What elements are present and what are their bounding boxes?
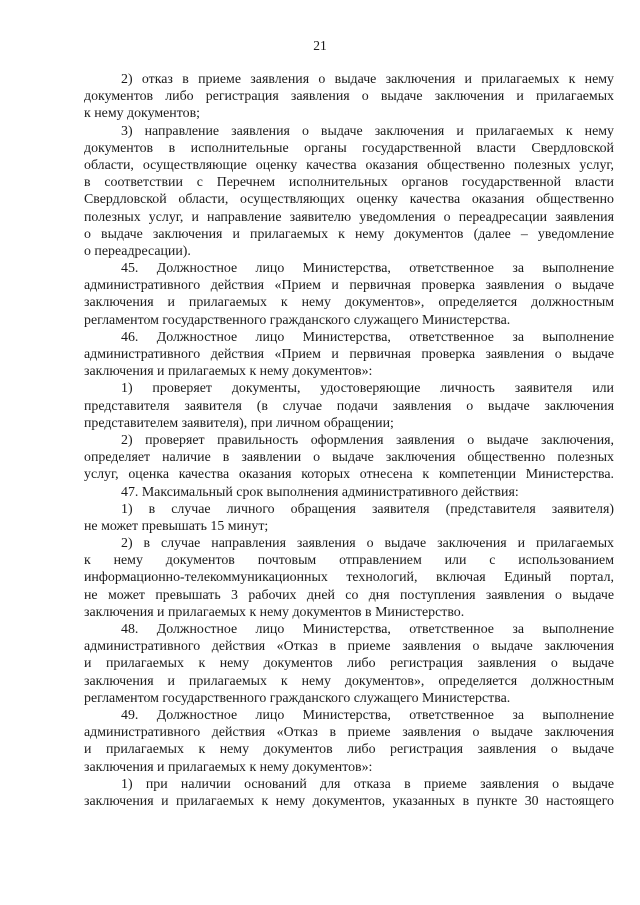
text-line: не может превышать 15 минут; <box>84 518 269 534</box>
page-number: 21 <box>313 38 327 53</box>
text-line: не может превышать 3 рабочих дней со дня поступления заявления о выдаче <box>84 587 614 603</box>
text-line: представителем заявителя), при личном обращении; <box>84 415 394 431</box>
text-line: 1) в случае личного обращения заявителя (представителя заявителя) <box>121 501 614 517</box>
text-line: регламентом государственного гражданского служащего Министерства. <box>84 690 511 706</box>
text-line: полезных услуг, и направление заявителю уведомления о переадресации заявления <box>84 209 614 225</box>
text-line: 2) проверяет правильность оформления заявления о выдаче заключения, <box>121 432 614 448</box>
text-line: о выдаче заключения и прилагаемых к нему документов (далее – уведомление <box>84 226 614 242</box>
text-line: 2) в случае направления заявления о выдаче заключения и прилагаемых <box>121 536 614 552</box>
text-line: 1) проверяет документы, удостоверяющие личность заявителя или <box>121 381 614 397</box>
text-line: заключения и прилагаемых к нему документов», определяется должностным <box>84 673 614 689</box>
text-line: 3) направление заявления о выдаче заключения и прилагаемых к нему <box>121 123 614 139</box>
text-line: 1) при наличии оснований для отказа в приеме заявления о выдаче <box>121 776 614 792</box>
text-line: области, осуществляющие оценку качества оказания общественно полезных услуг, <box>84 157 614 173</box>
text-line: Свердловской области, осуществляющих оценку качества оказания общественно <box>84 192 614 208</box>
text-line: административного действия «Отказ в приеме заявления о выдаче заключения <box>84 725 614 741</box>
text-line: заключения и прилагаемых к нему документов»: <box>84 364 373 380</box>
text-line: представителя заявителя (в случае подачи заявления о выдаче заключения <box>84 398 614 414</box>
text-line: документов в исполнительные органы государственной власти Свердловской <box>84 140 614 156</box>
text-line: к нему документов; <box>84 106 200 122</box>
text-line: 2) отказ в приеме заявления о выдаче заключения и прилагаемых к нему <box>121 72 614 87</box>
text-line: административного действия «Прием и первичная проверка заявления о выдаче <box>84 347 614 362</box>
text-line: 46. Должностное лицо Министерства, ответственное за выполнение <box>121 329 614 345</box>
text-line: заключения и прилагаемых к нему документов»: <box>84 759 373 775</box>
text-line: 48. Должностное лицо Министерства, ответственное за выполнение <box>121 622 614 637</box>
text-line: и прилагаемых к нему документов либо регистрация заявления о выдаче <box>84 742 614 758</box>
text-line: административного действия «Отказ в приеме заявления о выдаче заключения <box>84 639 614 655</box>
document-body <box>84 71 614 810</box>
text-line: заключения и прилагаемых к нему документов в Министерство. <box>84 604 465 620</box>
text-line: определяет наличие в заявлении о выдаче заключения общественно полезных <box>84 450 614 466</box>
text-line: к нему документов почтовым отправлением или с использованием <box>84 553 614 569</box>
text-line: заключения и прилагаемых к нему документов», определяется должностным <box>84 295 614 311</box>
text-line: 45. Должностное лицо Министерства, ответственное за выполнение <box>121 261 614 277</box>
text-line: услуг, оценка качества оказания которых отнесена к компетенции Министерства. <box>84 467 614 483</box>
text-line: о переадресации). <box>84 243 191 259</box>
text-line: в соответствии с Перечнем исполнительных органов государственной власти <box>84 175 614 191</box>
text-line: административного действия «Прием и первичная проверка заявления о выдаче <box>84 278 614 294</box>
text-line: 47. Максимальный срок выполнения административного действия: <box>121 484 519 500</box>
text-line: регламентом государственного гражданского служащего Министерства. <box>84 312 511 328</box>
text-line: и прилагаемых к нему документов либо регистрация заявления о выдаче <box>84 656 614 672</box>
text-line: 49. Должностное лицо Министерства, ответственное за выполнение <box>121 707 614 723</box>
text-line: заключения и прилагаемых к нему документов, указанных в пункте 30 настоящего <box>84 793 614 809</box>
text-line: документов либо регистрация заявления о выдаче заключения и прилагаемых <box>84 89 614 105</box>
text-line: информационно-телекоммуникационных технологий, включая Единый портал, <box>84 570 614 586</box>
